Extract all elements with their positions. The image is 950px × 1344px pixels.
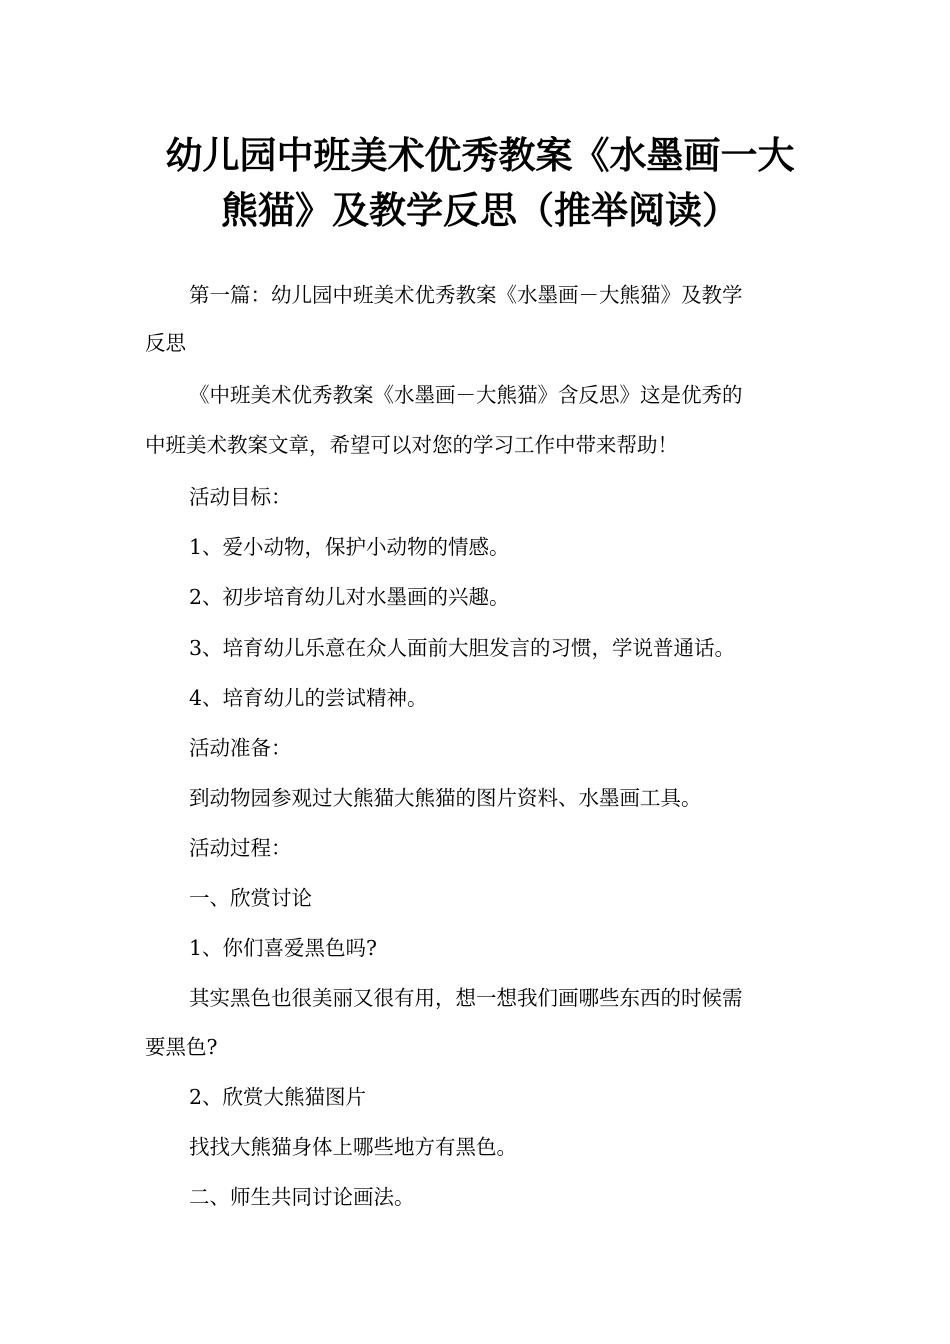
paragraph-line: 中班美术教案文章，希望可以对您的学习工作中带来帮助！ (145, 433, 678, 457)
paragraph-line: 找找大熊猫身体上哪些地方有黑色。 (189, 1135, 517, 1159)
paragraph-line: 第一篇：幼儿园中班美术优秀教案《水墨画－大熊猫》及教学 (189, 283, 743, 307)
paragraph-line: 其实黑色也很美丽又很有用，想一想我们画哪些东西的时候需 (189, 986, 743, 1010)
title-line-1: 幼儿园中班美术优秀教案《水墨画一大 (165, 134, 795, 177)
paragraph-line: 2、欣赏大熊猫图片 (189, 1085, 367, 1109)
paragraph-line: 1、你们喜爱黑色吗? (189, 936, 378, 960)
paragraph-line: 二、师生共同讨论画法。 (189, 1185, 415, 1209)
paragraph-line: 4、培育幼儿的尝试精神。 (189, 686, 428, 710)
paragraph-line: 活动过程： (189, 836, 292, 860)
paragraph-line: 到动物园参观过大熊猫大熊猫的图片资料、水墨画工具。 (189, 786, 702, 810)
paragraph-line: 3、培育幼儿乐意在众人面前大胆发言的习惯，学说普通话。 (189, 636, 736, 660)
paragraph-line: 2、初步培育幼儿对水墨画的兴趣。 (189, 585, 510, 609)
paragraph-line: 反思 (145, 331, 186, 355)
document-title (140, 128, 820, 238)
paragraph-line: 活动准备： (189, 736, 292, 760)
paragraph-line: 《中班美术优秀教案《水墨画－大熊猫》含反思》这是优秀的 (189, 383, 743, 407)
paragraph-line: 活动目标： (189, 485, 292, 509)
title-line-2: 熊猫》及教学反思（推举阅读） (221, 189, 739, 232)
paragraph-line: 1、爱小动物，保护小动物的情感。 (189, 535, 510, 559)
paragraph-line: 一、欣赏讨论 (189, 886, 312, 910)
paragraph-line: 要黑色? (145, 1035, 218, 1059)
